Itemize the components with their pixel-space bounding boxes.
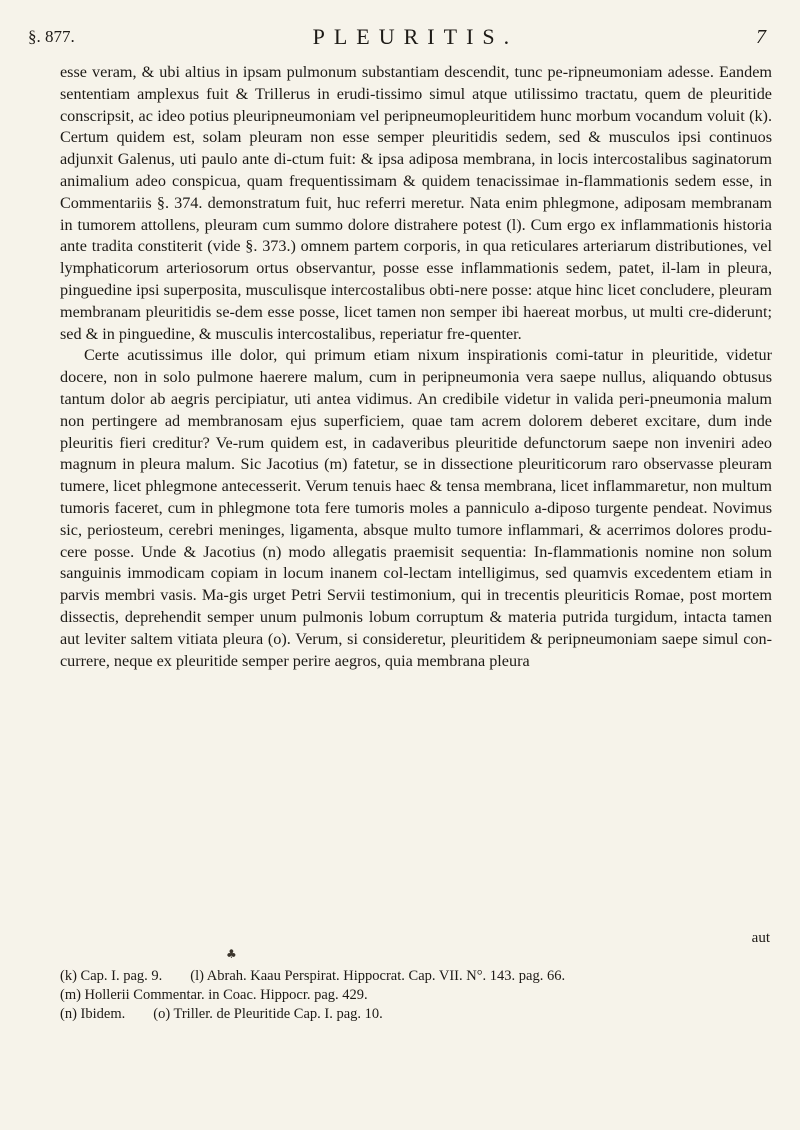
running-header (28, 22, 766, 52)
signature-mark: ♣ (226, 947, 237, 961)
footnotes (60, 967, 772, 1024)
footnote: (k) Cap. I. pag. 9. (60, 968, 163, 984)
footnote: (l) Abrah. Kaau Perspirat. Hippocrat. Cap. VII. N°. 143. pag. 66. (190, 968, 566, 984)
page-number: 7 (756, 25, 766, 48)
footnote: (m) Hollerii Commentar. in Coac. Hippocr. pag. 429. (60, 987, 368, 1003)
main-text (60, 62, 772, 672)
footnote: (n) Ibidem. (60, 1006, 126, 1022)
catchword: aut (751, 930, 770, 946)
running-title: PLEURITIS. (312, 24, 519, 49)
paragraph: esse veram, & ubi altius in ipsam pulmonum substantiam descendit, tunc pe-ripneumoniam adesse. Eandem sententiam amplexus fuit & Trillerus in erudi-tissimo simul atque utilissimo tractatu, quem de pleuritide conscripsit, ac ideo potius pleuripneumoniam vel peripneumopleuritidem hunc morbum vocandum voluit (k). Certum quidem est, solam pleuram non esse semper pleuritidis sedem, sed & musculos ipsi continuos adjunxit Galenus, uti paulo ante di-ctum fuit: & ipsa adiposa membrana, in locis intercostalibus saginatorum animalium adeo conspicua, quam frequentissimam & quidem tenacissimae in-flammationis sedem esse, in Commentariis §. 374. demonstratum fuit, huc referri meretur. Nata enim phlegmone, adiposam membranam in tumorem attollens, pleuram cum summo dolore distrahere potest (l). Cum ergo ex inflammationis historia ante tradita constiterit (vide §. 373.) omnem partem corporis, in qua reticulares arteriarum distributiones, vel lymphaticorum arteriosorum ortus observantur, posse esse inflammationis sedem, patet, il-lam in pleura, pinguedine ipsi superposita, musculisque intercostalibus obti-nere posse: atque hinc licet concludere, pleuram membranam pleuritidis se-dem esse posse, licet tamen non semper ibi haereat morbus, ut multi cre-diderunt; sed & in pinguedine, & musculis intercostalibus, reperiatur fre-quenter. (60, 63, 772, 343)
footnote: (o) Triller. de Pleuritide Cap. I. pag. 10. (153, 1006, 383, 1022)
paragraph: Certe acutissimus ille dolor, qui primum etiam nixum inspirationis comi-tatur in pleuritide, videtur docere, non in solo pulmone haerere malum, cum in peripneumonia vera saepe nullus, aliquando obtusus tantum dolor ab aegris percipiatur, uti antea vidimus. An credibile videtur in valida peri-pneumonia malum non pertingere ad membranosam ejus superficiem, quae tam acrem dolorem deberet excitare, dum inde pleuritis fieri creditur? Ve-rum quidem est, in cadaveribus pleuritide defunctorum saepe non inveniri adeo magnum in pleura malum. Sic Jacotius (m) fatetur, se in dissectione pleuriticorum raro observasse pleuram tumere, licet phlegmone antecesserit. Verum tenuis haec & tensa membrana, licet inflammaretur, non multum tumoris faceret, cum in phlegmone tota fere tumoris moles a panniculo a-diposo turgente pendeat. Novimus sic, periosteum, cerebri meninges, ligamenta, absque multo tumore inflammari, & acerrimos dolores produ-cere posse. Unde & Jacotius (n) modo allegatis praemisit sequentia: In-flammationis nomine non solum sanguinis immodicam copiam in locum inanem col-lectam intelligimus, sed quamvis excedentem etiam in parvis membri vasis. Ma-gis urget Petri Servii testimonium, qui in trecentis pleuriticis Romae, post mortem dissectis, deprehendit semper unum pulmonis lobum corruptum & materia putrida turgidum, intacta tamen aut leviter saltem vitiata pleura (o). Verum, si consideretur, pleuritidem & peripneumoniam saepe simul con-currere, neque ex pleuritide semper perire aegros, quia membrana pleura (60, 346, 772, 670)
section-number: §. 877. (28, 27, 75, 46)
